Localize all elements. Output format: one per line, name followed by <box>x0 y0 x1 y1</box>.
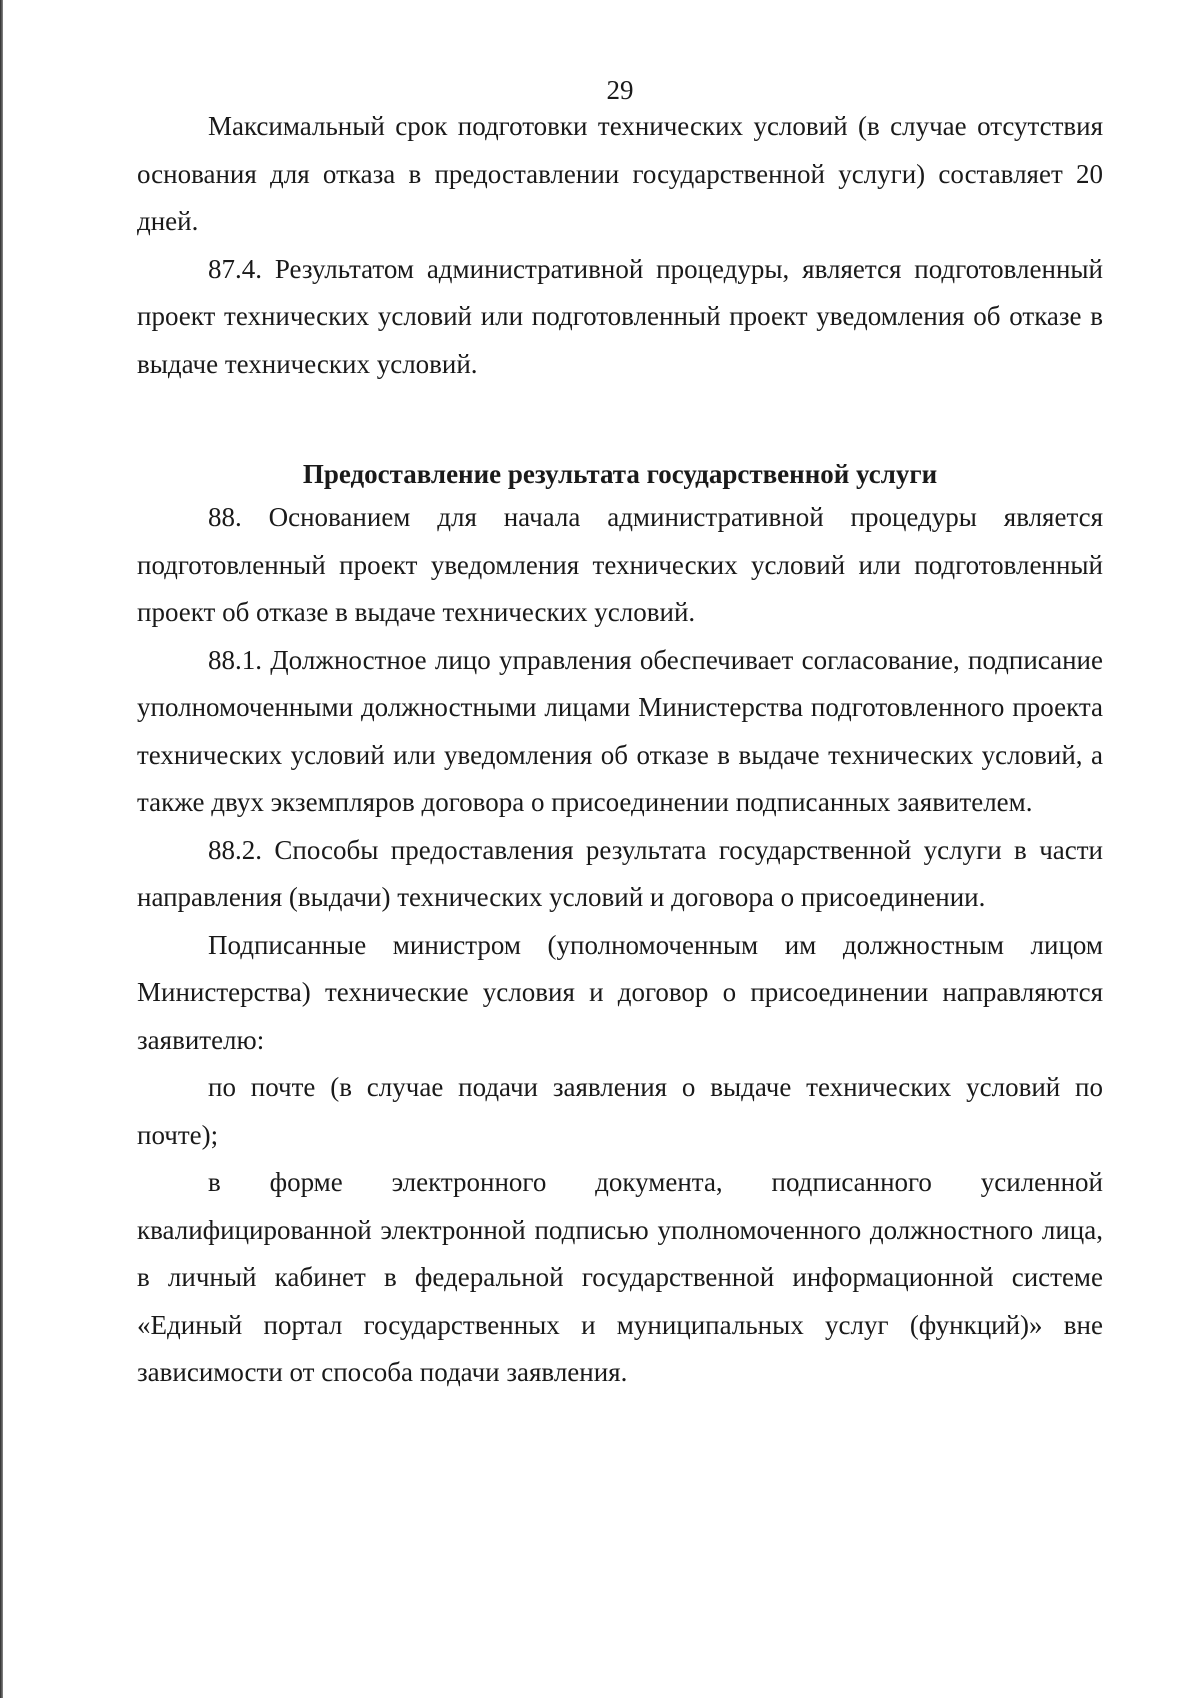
paragraph-max-term: Максимальный срок подготовки технических условий (в случае отсутствия основания для отказа в предоставлении государственной услуги) составляет 20 дней. <box>137 111 1103 236</box>
paragraph-88-1: 88.1. Должностное лицо управления обеспечивает согласование, подписание уполномоченными должностными лицами Министерства подготовленного проекта технических условий или уведомления об отказе в выдаче технических условий, а также двух экземпляров договора о присоединении подписанных заявителем. <box>137 644 1103 817</box>
top-text-block <box>137 103 1103 388</box>
paragraph-88-2: 88.2. Способы предоставления результата государственной услуги в части направления (выдачи) технических условий и договора о присоединении. <box>137 834 1103 912</box>
section-text-block <box>137 494 1103 1397</box>
scan-edge <box>0 0 3 1698</box>
paragraph-88: 88. Основанием для начала административной процедуры является подготовленный проект уведомления технических условий или подготовленный проект об отказе в выдаче технических условий. <box>137 502 1103 627</box>
paragraph-87-4: 87.4. Результатом административной процедуры, является подготовленный проект технических условий или подготовленный проект уведомления об отказе в выдаче технических условий. <box>137 253 1103 379</box>
paragraph-electronic-form: в форме электронного документа, подписанного усиленной квалифицированной электронной подписью уполномоченного должностного лица, в личный кабинет в федеральной государственной информационной системе «Единый портал государственных и муниципальных услуг (функций)» вне зависимости от способа подачи заявления. <box>137 1167 1103 1387</box>
paragraph-signed-documents: Подписанные министром (уполномоченным им должностным лицом Министерства) технические условия и договор о присоединении направляются заявителю: <box>137 929 1103 1055</box>
section-heading: Предоставление результата государственной услуги <box>302 459 938 489</box>
page-number: 29 <box>606 75 634 105</box>
paragraph-by-post: по почте (в случае подачи заявления о выдаче технических условий по почте); <box>137 1072 1103 1150</box>
